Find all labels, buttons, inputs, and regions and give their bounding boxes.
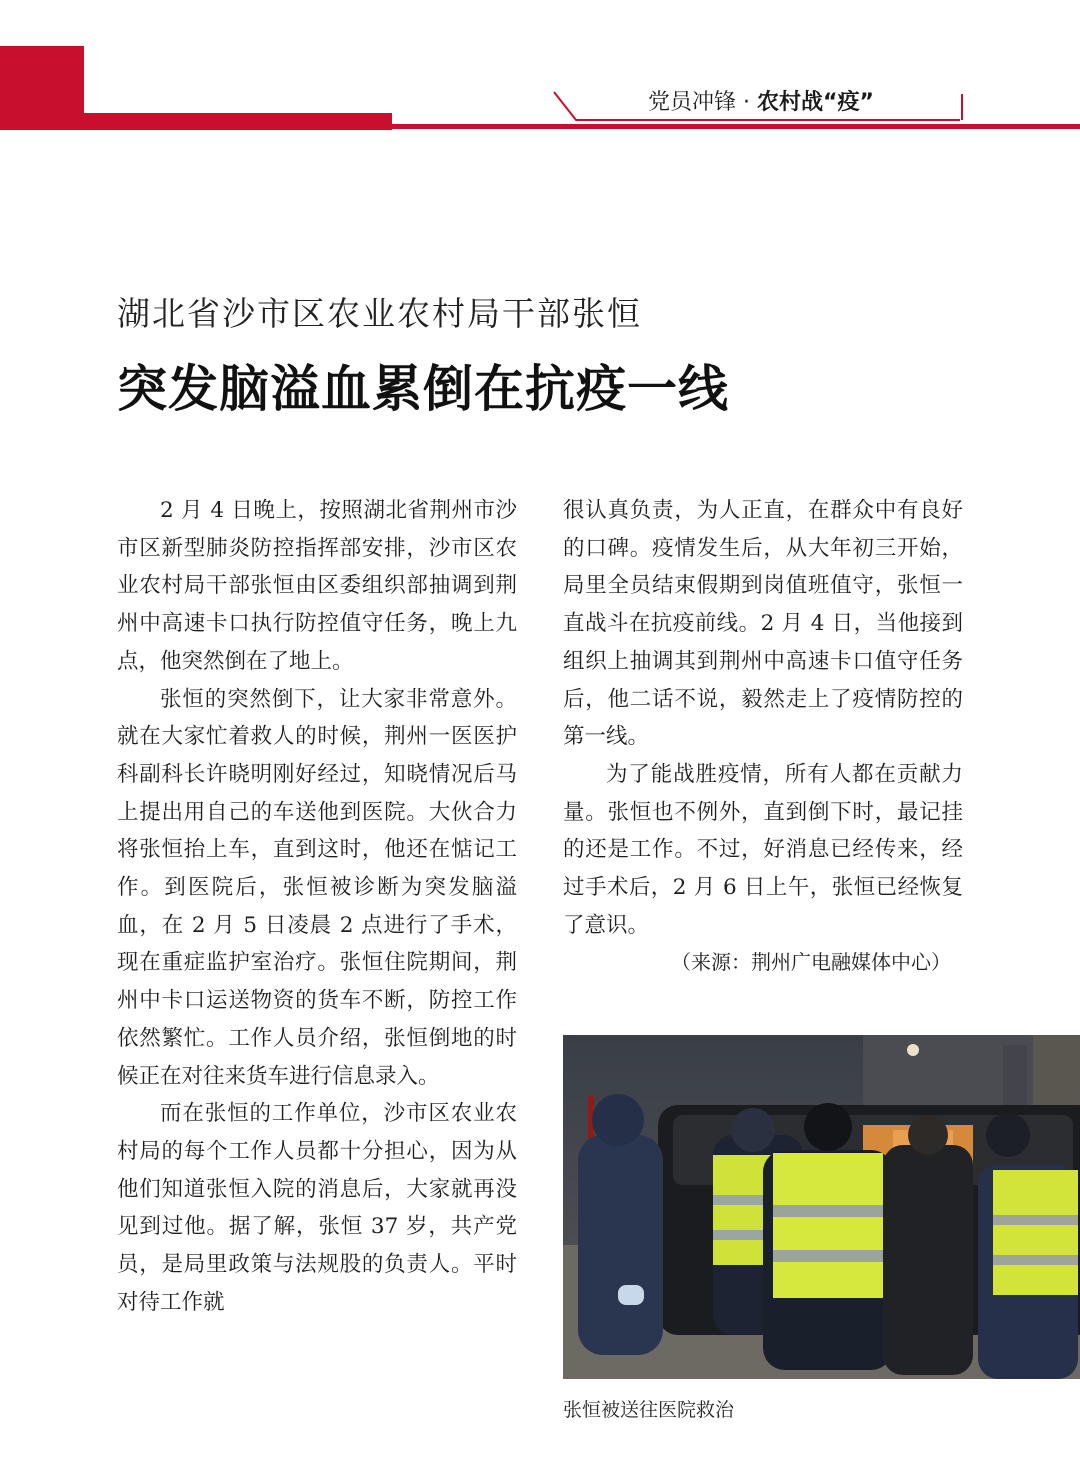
article-paragraph: 而在张恒的工作单位，沙市区农业农村局的每个工作人员都十分担心，因为从他们知道张恒入院的消息后，大家就再没见到过他。据了解，张恒 37 岁，共产党员，是局里政策与法规股的负责人。平时对待工作就 [117,1101,517,1315]
article-column-right [563,492,963,982]
article-paragraph: 2 月 4 日晚上，按照湖北省荆州市沙市区新型肺炎防控指挥部安排，沙市区农业农村局干部张恒由区委组织部抽调到荆州中高速卡口执行防控值守任务，晚上九点，他突然倒在了地上。 [117,498,517,674]
article-paragraph: 为了能战胜疫情，所有人都在贡献力量。张恒也不例外，直到倒下时，最记挂的还是工作。不过，好消息已经传来，经过手术后，2 月 6 日上午，张恒已经恢复了意识。 [563,761,963,938]
article-photo [563,1035,1080,1379]
photo-caption: 张恒被送往医院救治 [563,1399,735,1421]
header-red-bar [84,113,392,130]
article-source: （来源：荆州广电融媒体中心） [671,950,951,975]
article-subtitle: 湖北省沙市区农业农村局干部张恒 [117,294,642,333]
header-red-block [0,46,84,130]
section-label [648,87,874,119]
article-column-left [117,492,517,1321]
article-title: 突发脑溢血累倒在抗疫一线 [117,360,729,418]
article-paragraph: 很认真负责，为人正直，在群众中有良好的口碑。疫情发生后，从大年初三开始，局里全员结束假期到岗值班值守，张恒一直战斗在抗疫前线。2 月 4 日，当他接到组织上抽调其到荆州中高速卡口值守任务后，他二话不说，毅然走上了疫情防控的第一线。 [563,498,963,750]
section-label-part1: 党员冲锋 · [648,90,750,115]
article-paragraph: 张恒的突然倒下，让大家非常意外。就在大家忙着救人的时候，荆州一医医护科副科长许晓明刚好经过，知晓情况后马上提出用自己的车送他到医院。大伙合力将张恒抬上车，直到这时，他还在惦记工作。到医院后，张恒被诊断为突发脑溢血，在 2 月 5 日凌晨 2 点进行了手术，现在重症监护室治疗。张恒住院期间，荆州中卡口运送物资的货车不断，防控工作依然繁忙。工作人员介绍，张恒倒地的时候正在对往来货车进行信息录入。 [117,686,517,1089]
section-label-part2: 农村战“疫” [757,90,874,115]
